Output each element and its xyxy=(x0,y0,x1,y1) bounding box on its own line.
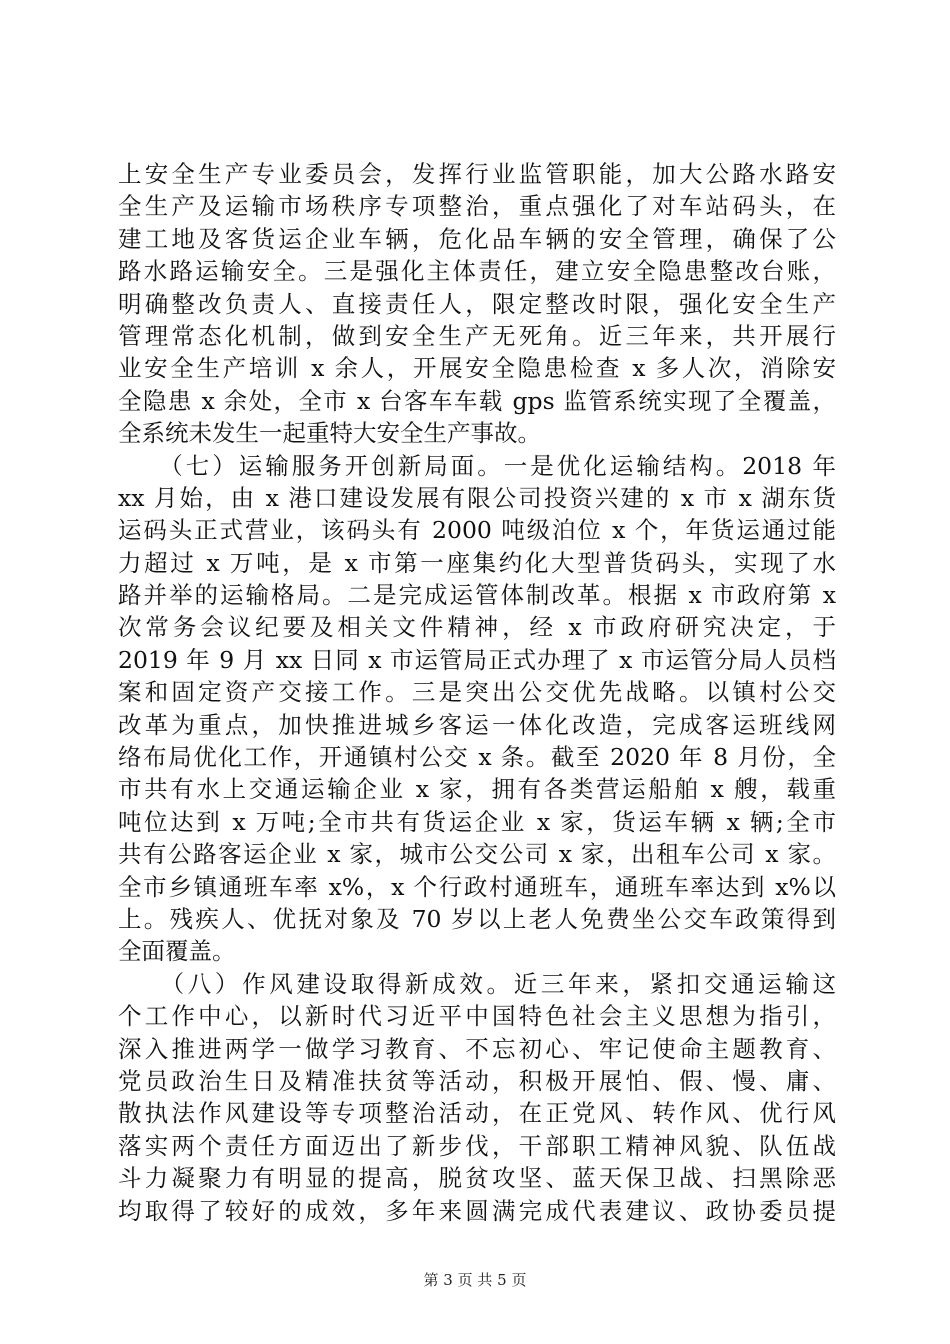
text-line: 建工地及客货运企业车辆，危化品车辆的安全管理，确保了公 xyxy=(118,224,836,253)
text-line: 力超过 x 万吨，是 x 市第一座集约化大型普货码头，实现了水 xyxy=(118,548,836,577)
text-line: 络布局优化工作，开通镇村公交 x 条。截至 2020 年 8 月份，全 xyxy=(118,743,836,772)
text-line: 散执法作风建设等专项整治活动，在正党风、转作风、优行风 xyxy=(118,1099,836,1128)
text-line: 改革为重点，加快推进城乡客运一体化改造，完成客运班线网 xyxy=(118,710,836,739)
text-line: 管理常态化机制，做到安全生产无死角。近三年来，共开展行 xyxy=(118,321,836,350)
text-line: 上安全生产专业委员会，发挥行业监管职能，加大公路水路安 xyxy=(118,160,836,188)
text-line: 斗力凝聚力有明显的提高，脱贫攻坚、蓝天保卫战、扫黑除恶 xyxy=(118,1164,836,1193)
text-line: （八）作风建设取得新成效。近三年来，紧扣交通运输这 xyxy=(118,969,836,998)
text-line: 全隐患 x 余处，全市 x 台客车车载 gps 监管系统实现了全覆盖， xyxy=(118,386,836,415)
text-line: 均取得了较好的成效，多年来圆满完成代表建议、政协委员提 xyxy=(118,1196,836,1225)
text-line: 市共有水上交通运输企业 x 家，拥有各类营运船舶 x 艘，载重 xyxy=(118,775,836,804)
text-line: 全系统未发生一起重特大安全生产事故。 xyxy=(118,419,541,448)
text-line: 案和固定资产交接工作。三是突出公交优先战略。以镇村公交 xyxy=(118,678,836,707)
text-line: 运码头正式营业，该码头有 2000 吨级泊位 x 个，年货运通过能 xyxy=(118,516,836,545)
text-line: 个工作中心，以新时代习近平中国特色社会主义思想为指引， xyxy=(118,1002,836,1031)
text-line: 吨位达到 x 万吨;全市共有货运企业 x 家，货运车辆 x 辆;全市 xyxy=(118,807,836,836)
text-line: 深入推进两学一做学习教育、不忘初心、牢记使命主题教育、 xyxy=(118,1034,836,1063)
text-line: 路水路运输安全。三是强化主体责任，建立安全隐患整改台账， xyxy=(118,257,836,286)
text-line: 2019 年 9 月 xx 日同 x 市运管局正式办理了 x 市运管分局人员档 xyxy=(118,645,836,674)
text-line: 共有公路客运企业 x 家，城市公交公司 x 家，出租车公司 x 家。 xyxy=(118,840,836,869)
text-line: 路并举的运输格局。二是完成运管体制改革。根据 x 市政府第 x xyxy=(118,581,836,610)
text-line: 全生产及运输市场秩序专项整治，重点强化了对车站码头，在 xyxy=(118,192,836,221)
text-line: 次常务会议纪要及相关文件精神，经 x 市政府研究决定，于 xyxy=(118,613,836,642)
text-line: 落实两个责任方面迈出了新步伐，干部职工精神风貌、队伍战 xyxy=(118,1131,836,1160)
text-line: 全面覆盖。 xyxy=(118,937,236,966)
text-line: 明确整改负责人、直接责任人，限定整改时限，强化安全生产 xyxy=(118,289,836,318)
text-line: （七）运输服务开创新局面。一是优化运输结构。2018 年 xyxy=(118,451,836,480)
page-number-footer: 第 3 页 共 5 页 xyxy=(423,1271,527,1289)
document-body xyxy=(118,158,836,1227)
text-line: 上。残疾人、优抚对象及 70 岁以上老人免费坐公交车政策得到 xyxy=(118,904,836,933)
text-line: xx 月始，由 x 港口建设发展有限公司投资兴建的 x 市 x 湖东货 xyxy=(118,483,836,512)
text-line: 全市乡镇通班车率 x%，x 个行政村通班车，通班车率达到 x%以 xyxy=(118,872,836,901)
text-line: 党员政治生日及精准扶贫等活动，积极开展怕、假、慢、庸、 xyxy=(118,1066,836,1095)
text-line: 业安全生产培训 x 余人，开展安全隐患检查 x 多人次，消除安 xyxy=(118,354,836,383)
